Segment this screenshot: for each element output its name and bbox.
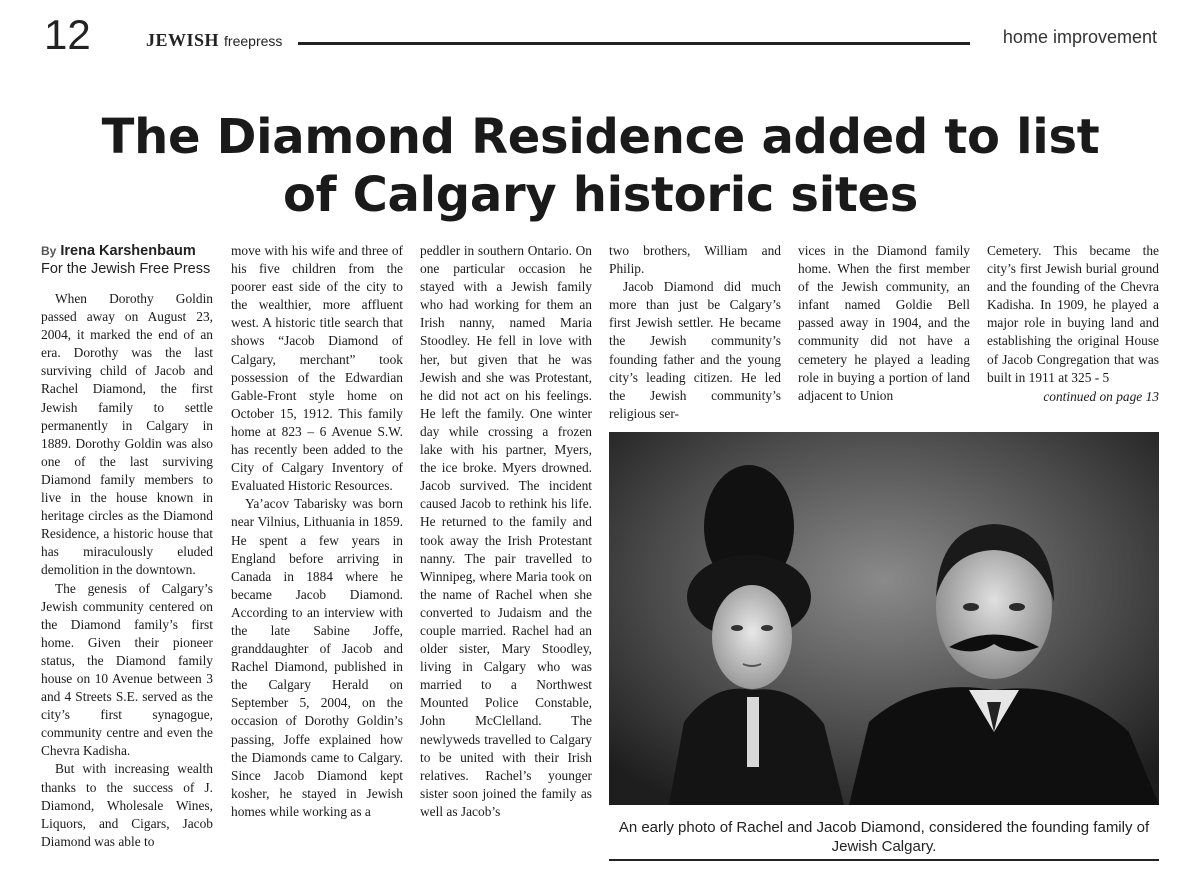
- article-column-1: [41, 290, 213, 851]
- section-label: home improvement: [1002, 27, 1157, 47]
- bottom-rule: [609, 859, 1159, 861]
- paragraph: Cemetery. This became the city’s first Jewish burial ground and the founding of the Chevra Kadisha. In 1909, he played a major role in buying land and establishing the original House of Jacob Congregation that was built in 1911 at 325 - 5: [987, 243, 1159, 385]
- rachel-jacob-diamond-photo: [609, 432, 1159, 805]
- article-column-4: [609, 242, 781, 423]
- continued-link[interactable]: continued on page 13: [1043, 388, 1159, 404]
- article-column-2: [231, 242, 403, 821]
- page-header: [0, 0, 1201, 70]
- byline: [41, 242, 210, 278]
- byline-by: By: [41, 244, 57, 258]
- paragraph: two brothers, William and Philip.: [609, 243, 781, 277]
- header-rule: [298, 42, 970, 45]
- paragraph: Ya’acov Tabarisky was born near Vilnius, Lithuania in 1859. He spent a few years in England before arriving in Canada in 1884 where he became Jacob Diamond. According to an interview with the late Sabine Joffe, granddaughter of Jacob and Rachel Diamond, published in the Calgary Herald on September 5, 2004, on the occasion of Dorothy Goldin’s passing, Joffe explained how the Diamonds came to Calgary. Since Jacob Diamond kept kosher, he stayed in Jewish homes while working as a: [231, 496, 403, 819]
- article-column-6: [987, 242, 1159, 406]
- headline-line-1: The Diamond Residence added to list: [101, 109, 1100, 165]
- article-column-3: [420, 242, 592, 821]
- paragraph: When Dorothy Goldin passed away on August 23, 2004, it marked the end of an era. Dorothy was the last surviving child of Jacob and Rachel Diamond, the first Jewish family to settle permanently in Calgary in 1889. Dorothy Goldin was also one of the last surviving Diamond family members to live in the house known in heritage circles as the Diamond Residence, a historic house that has miraculously eluded demolition in the downtown.: [41, 291, 213, 578]
- paragraph: move with his wife and three of his five children from the poorer east side of the city to the wealthier, more affluent west. A historic title search that shows “Jacob Diamond of Calgary, merchant” took possession of the Edwardian Gable-Front style home on October 15, 1912. This family home at 823 – 6 Avenue S.W. has recently been added to the City of Calgary Inventory of Evaluated Historic Resources.: [231, 243, 403, 494]
- masthead-logo: [146, 30, 282, 51]
- paragraph: The genesis of Calgary’s Jewish community centered on the Diamond family’s first home. Given their pioneer status, the Diamond family house on 10 Avenue between 3 and 4 Streets S.E. served as the city’s first synagogue, community centre and even the Chevra Kadisha.: [41, 580, 213, 759]
- photo-caption: An early photo of Rachel and Jacob Diamond, considered the founding family of Jewish Calgary.: [618, 819, 1150, 855]
- headline-line-2: of Calgary historic sites: [282, 167, 919, 223]
- paragraph: peddler in southern Ontario. On one particular occasion he stayed with a Jewish family who had working for them an Irish nanny, named Maria Stoodley. He fell in love with her, but given that he was Jewish and she was Protestant, he did not act on his feelings. He left the family. One winter day while crossing a frozen lake with his partner, Myers, the ice broke. Myers drowned. Jacob survived. The incident caused Jacob to rethink his life. He returned to the family and took away the Irish Protestant nanny. The pair travelled to Winnipeg, where Maria took on the name of Rachel when she converted to Judaism and the couple married. Rachel had an older sister, Mary Stoodley, living in Calgary who was married to a Northwest Mounted Police Constable, John McClelland. The newlyweds travelled to Calgary to be united with their Irish relatives. Rachel’s younger sister soon joined the family as well as Jacob’s: [420, 243, 592, 819]
- paragraph: Jacob Diamond did much more than just be Calgary’s first Jewish settler. He became the Jewish community’s founding father and the young city’s leading citizen. He led the Jewish community’s religious ser-: [609, 279, 781, 421]
- page-number: 12: [44, 11, 91, 58]
- paragraph: But with increasing wealth thanks to the success of J. Diamond, Wholesale Wines, Liquors, and Cigars, Jacob Diamond was able to: [41, 761, 213, 849]
- article-column-5: [798, 242, 970, 405]
- byline-affiliation: For the Jewish Free Press: [41, 261, 211, 277]
- paragraph: vices in the Diamond family home. When the first member of the Jewish community, an infant named Goldie Bell passed away in 1904, and the community did not have a cemetery he played a leading role in buying a portion of land adjacent to Union: [798, 243, 970, 403]
- masthead-free: free: [224, 33, 249, 49]
- byline-author: Irena Karshenbaum: [60, 243, 196, 259]
- masthead-jewish: JEWISH: [146, 30, 220, 50]
- photo-illustration: [609, 432, 1159, 805]
- headline: [40, 108, 1161, 224]
- masthead-press: press: [248, 33, 283, 49]
